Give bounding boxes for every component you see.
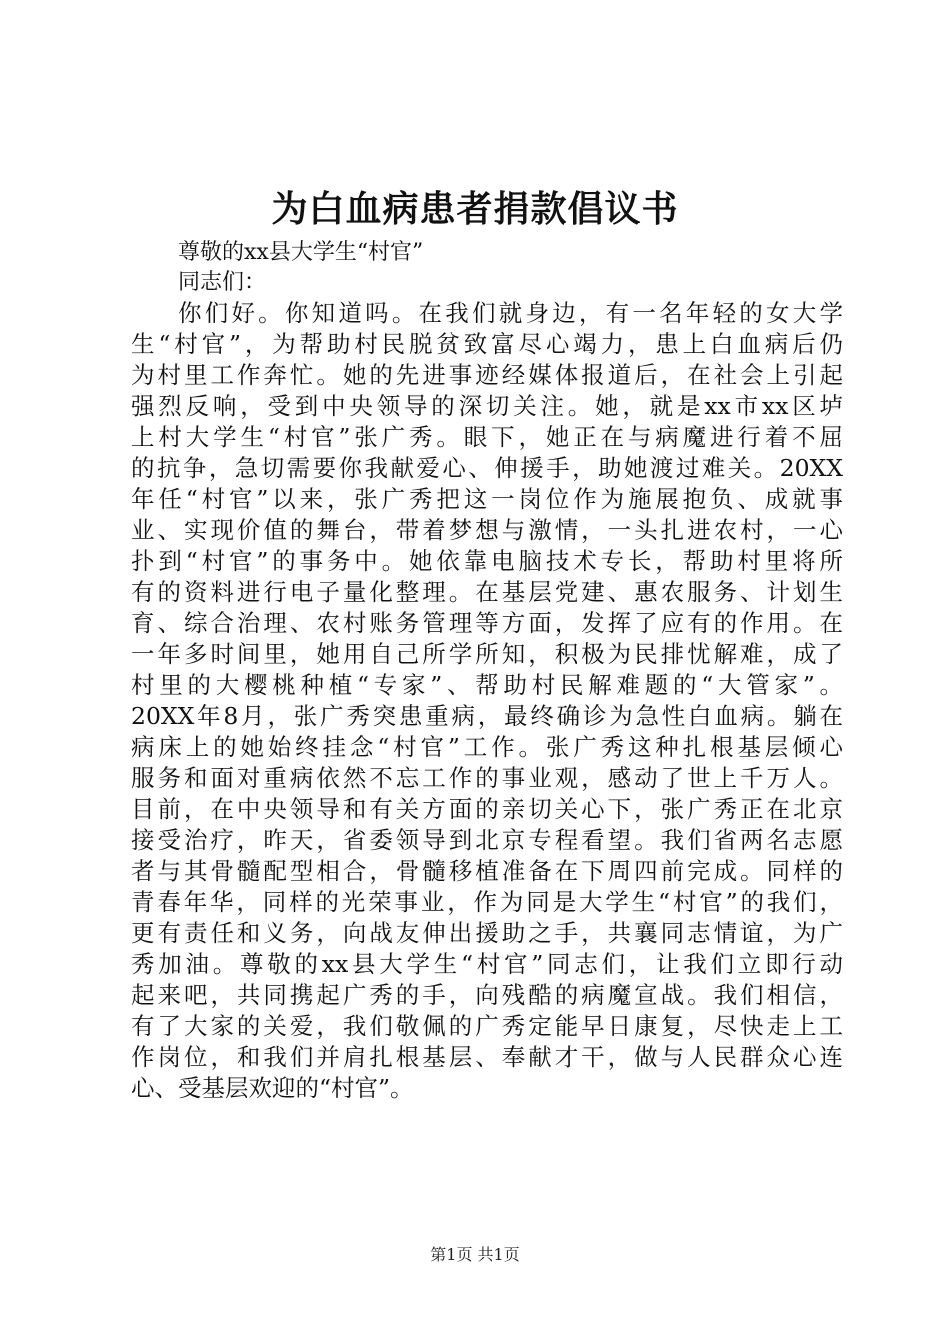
salutation-line: 尊敬的xx县大学生“村官”	[178, 240, 424, 265]
page-number-footer: 第1页 共1页	[430, 1245, 520, 1264]
body-line: 青春年华，同样的光荣事业，作为同是大学生“村官”的我们，	[131, 888, 843, 916]
body-line: 有的资料进行电子量化整理。在基层党建、惠农服务、计划生	[131, 578, 843, 606]
body-line: 业、实现价值的舞台，带着梦想与激情，一头扎进农村，一心	[131, 516, 843, 544]
body-line: 作岗位，和我们并肩扎根基层、奉献才干，做与人民群众心连	[131, 1043, 843, 1071]
body-line: 强烈反响，受到中央领导的深切关注。她，就是xx市xx区垆	[131, 392, 843, 420]
body-line: 为村里工作奔忙。她的先进事迹经媒体报道后，在社会上引起	[131, 361, 843, 389]
body-line: 村里的大樱桃种植“专家”、帮助村民解难题的“大管家”。	[131, 671, 843, 699]
body-line: 年任“村官”以来，张广秀把这一岗位作为施展抱负、成就事	[131, 485, 843, 513]
body-line: 扑到“村官”的事务中。她依靠电脑技术专长，帮助村里将所	[131, 547, 843, 575]
body-line: 的抗争，急切需要你我献爱心、伸援手，助她渡过难关。20XX	[131, 454, 843, 482]
body-line: 秀加油。尊敬的xx县大学生“村官”同志们，让我们立即行动	[131, 950, 843, 978]
body-line: 目前，在中央领导和有关方面的亲切关心下，张广秀正在北京	[131, 795, 843, 823]
document-title: 为白血病患者捐款倡议书	[271, 188, 679, 230]
document-body	[131, 298, 843, 1104]
body-line: 一年多时间里，她用自己所学所知，积极为民排忧解难，成了	[131, 640, 843, 668]
greeting-line: 同志们：	[178, 270, 267, 295]
body-line: 更有责任和义务，向战友伸出援助之手，共襄同志情谊，为广	[131, 919, 843, 947]
body-line: 有了大家的关爱，我们敬佩的广秀定能早日康复，尽快走上工	[131, 1012, 843, 1040]
body-line: 接受治疗，昨天，省委领导到北京专程看望。我们省两名志愿	[131, 826, 843, 854]
body-line: 服务和面对重病依然不忘工作的事业观，感动了世上千万人。	[131, 764, 843, 792]
body-line: 上村大学生“村官”张广秀。眼下，她正在与病魔进行着不屈	[131, 423, 843, 451]
body-line: 起来吧，共同携起广秀的手，向残酷的病魔宣战。我们相信，	[131, 981, 843, 1009]
body-line: 你们好。你知道吗。在我们就身边，有一名年轻的女大学	[178, 299, 843, 327]
body-line: 病床上的她始终挂念“村官”工作。张广秀这种扎根基层倾心	[131, 733, 843, 761]
body-line: 育、综合治理、农村账务管理等方面，发挥了应有的作用。在	[131, 609, 843, 637]
body-line: 心、受基层欢迎的“村官”。	[131, 1074, 414, 1102]
body-line: 生“村官”，为帮助村民脱贫致富尽心竭力，患上白血病后仍	[131, 330, 843, 358]
body-line: 者与其骨髓配型相合，骨髓移植准备在下周四前完成。同样的	[131, 857, 843, 885]
body-line: 20XX年8月，张广秀突患重病，最终确诊为急性白血病。躺在	[131, 702, 843, 730]
